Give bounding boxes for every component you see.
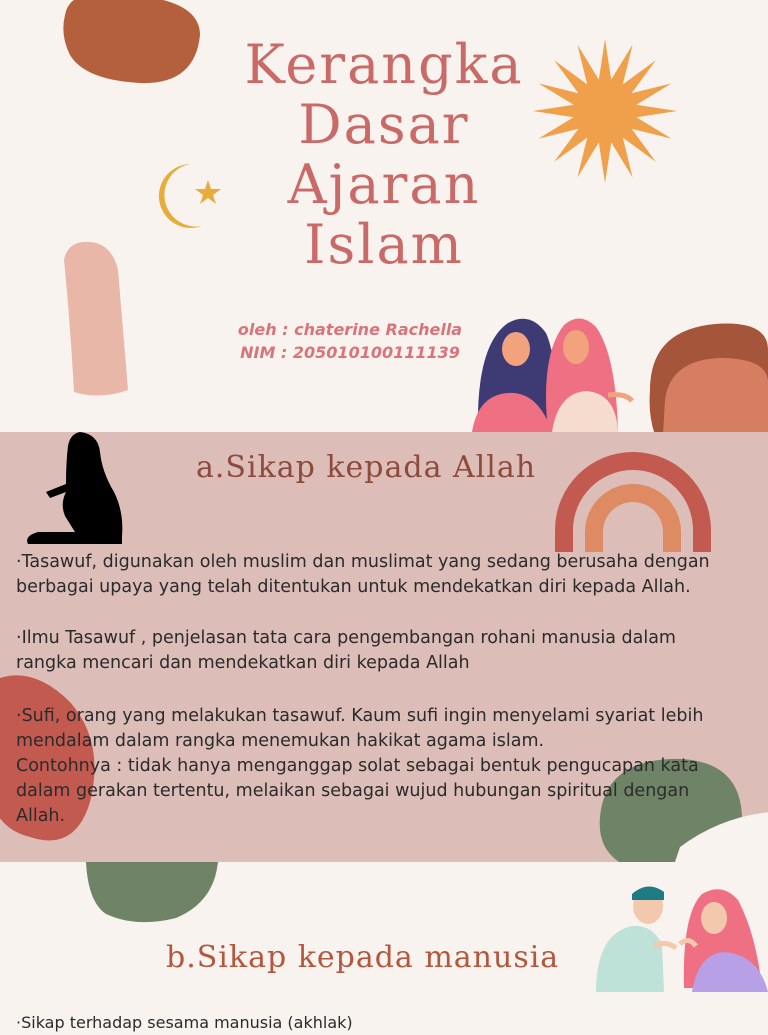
praying-couple-icon — [592, 884, 768, 992]
title-line-4: Islam — [304, 213, 464, 276]
section-b-heading: b.Sikap kepada manusia — [166, 940, 560, 975]
section-a-paragraph-1: ·Tasawuf, digunakan oleh muslim dan muslimat yang sedang berusaha dengan berbagai upaya yang telah ditentukan untuk mendekatkan diri kepada Allah. — [16, 552, 710, 597]
section-a-paragraph-3: ·Sufi, orang yang melakukan tasawuf. Kaum sufi ingin menyelami syariat lebih mendalam dalam rangka menemukan hakikat agama islam. Contohnya : tidak hanya menganggap solat sebagai bentuk pengucapan kata dalam gerakan tertentu, melaikan sebagai wujud hubungan spiritual dengan Allah. — [16, 706, 704, 826]
title-line-1: Kerangka — [244, 33, 524, 96]
green-blob-lower — [86, 862, 218, 924]
section-a-paragraph-2: ·Ilmu Tasawuf , penjelasan tata cara pengembangan rohani manusia dalam rangka mencari dan mendekatkan diri kepada Allah — [16, 628, 676, 673]
section-a-band — [0, 432, 768, 862]
section-a-heading: a.Sikap kepada Allah — [196, 450, 537, 485]
praying-woman-icon — [20, 432, 125, 544]
brown-round-blob — [645, 320, 768, 435]
hijab-women-icon — [468, 315, 638, 432]
author-name: oleh : chaterine Rachella — [237, 320, 463, 339]
section-b-paragraph-1: ·Sikap terhadap sesama manusia (akhlak) — [16, 1013, 353, 1032]
title-line-2: Dasar — [298, 93, 470, 156]
title-line-3: Ajaran — [287, 153, 481, 216]
author-nim: NIM : 205010100111139 — [240, 343, 460, 362]
rainbow-icon — [555, 450, 715, 555]
